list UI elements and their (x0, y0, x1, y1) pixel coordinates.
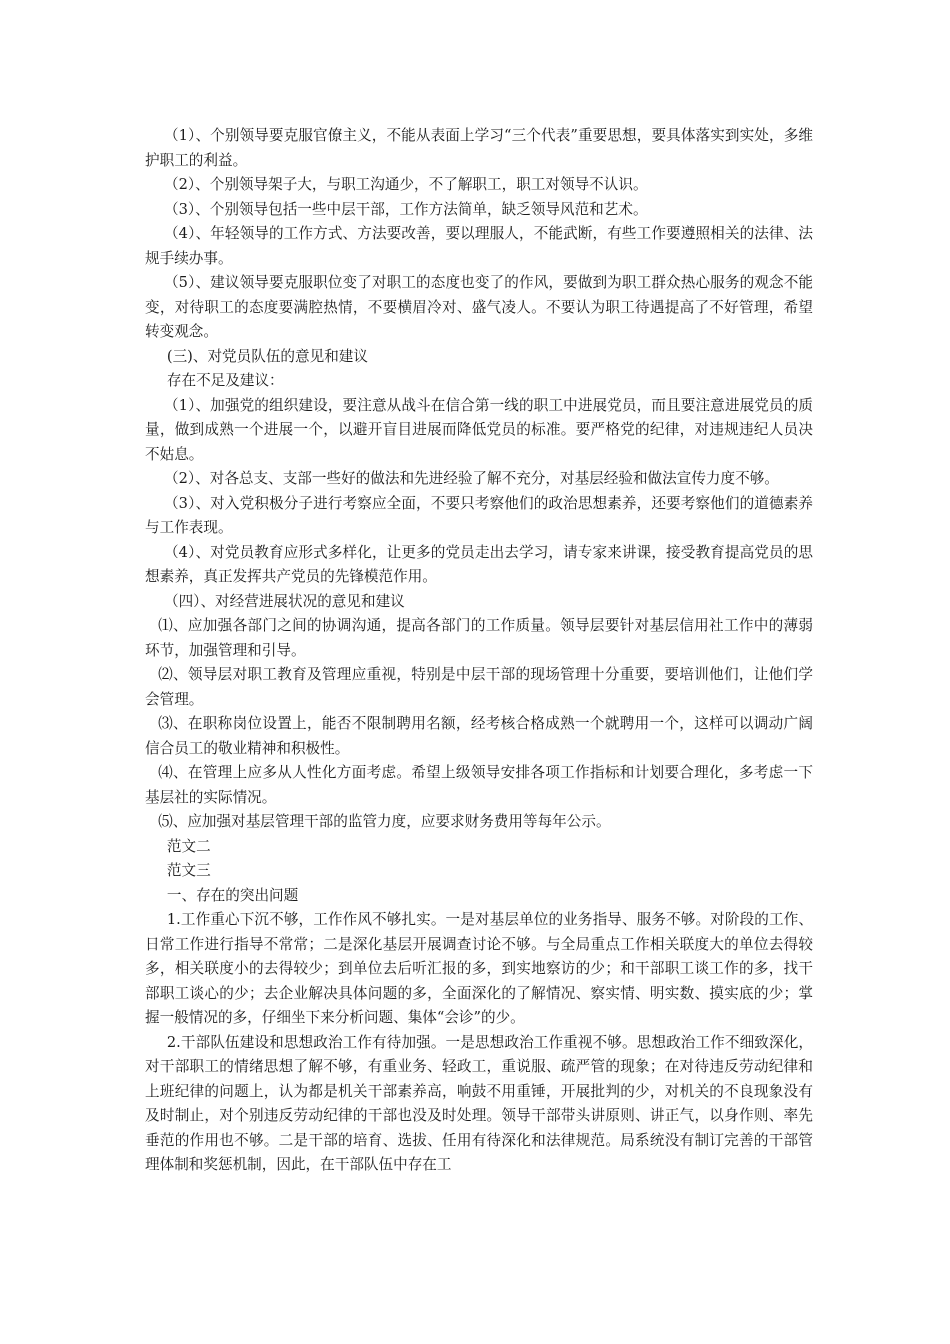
paragraph-7: （2）、对各总支、支部一些好的做法和先进经验了解不充分，对基层经验和做法宣传力度不够。 (163, 470, 779, 487)
paragraph-13: ⑷、在管理上应多从人性化方面考虑。希望上级领导安排各项工作指标和计划要合理化，多考虑一下基层社的实际情况。 (145, 764, 813, 806)
paragraph-1: （1）、个别领导要克服官僚主义，不能从表面上学习“三个代表”重要思想，要具体落实到实处，多维护职工的利益。 (145, 127, 813, 169)
paragraph-16: 2.干部队伍建设和思想政治工作有待加强。一是思想政治工作重视不够。思想政治工作不细致深化，对干部职工的情绪思想了解不够，有重业务、轻政工，重说服、疏严管的现象；在对待违反劳动纪律和上班纪律的问题上，认为都是机关干部素养高，响鼓不用重锤，开展批判的少，对机关的不良现象没有及时制止，对个别违反劳动纪律的干部也没及时处理。领导干部带头讲原则、讲正气，以身作则、率先垂范的作用也不够。二是干部的培育、选拔、任用有待深化和法律规范。局系统没有制订完善的干部管理体制和奖惩机制，因此，在干部队伍中存在工 (145, 1033, 813, 1173)
paragraph-3: （3）、个别领导包括一些中层干部，工作方法简单，缺乏领导风范和艺术。 (163, 200, 648, 218)
heading-sample-3: 范文三 (166, 862, 211, 879)
heading-problems: 一、存在的突出问题 (166, 886, 299, 904)
heading-sample-2: 范文二 (166, 837, 211, 855)
paragraph-2: （2）、个别领导架子大，与职工沟通少，不了解职工，职工对领导不认识。 (163, 176, 648, 193)
paragraph-6: （1）、加强党的组织建设，要注意从战斗在信合第一线的职工中进展党员，而且要注意进展党员的质量，做到成熟一个进展一个，以避开盲目进展而降低党员的标准。要严格党的纪律，对违规违纪人员决不姑息。 (145, 396, 813, 463)
paragraph-15: 1.工作重心下沉不够，工作作风不够扎实。一是对基层单位的业务指导、服务不够。对阶段的工作、日常工作进行指导不常常；二是深化基层开展调查讨论不够。与全局重点工作相关联度大的单位去得较多，相关联度小的去得较少；到单位去后听汇报的多，到实地察访的少；和干部职工谈工作的多，找干部职工谈心的少；去企业解决具体问题的多，全面深化的了解情况、察实情、明实数、摸实底的少；掌握一般情况的多，仔细坐下来分析问题、集体“会诊”的少。 (145, 911, 813, 1026)
subheading-shortcomings: 存在不足及建议： (166, 372, 284, 389)
paragraph-14: ⑸、应加强对基层管理干部的监管力度，应要求财务费用等每年公示。 (158, 813, 611, 830)
paragraph-8: （3）、对入党积极分子进行考察应全面，不要只考察他们的政治思想素养，还要考察他们的道德素养与工作表现。 (145, 494, 813, 536)
document-body (145, 124, 813, 1178)
section-heading-party: (三)、对党员队伍的意见和建议 (166, 347, 368, 365)
paragraph-11: ⑵、领导层对职工教育及管理应重视，特别是中层干部的现场管理十分重要，要培训他们，让他们学会管理。 (145, 666, 813, 708)
paragraph-10: ⑴、应加强各部门之间的协调沟通，提高各部门的工作质量。领导层要针对基层信用社工作中的薄弱环节，加强管理和引导。 (145, 617, 813, 659)
paragraph-12: ⑶、在职称岗位设置上，能否不限制聘用名额，经考核合格成熟一个就聘用一个，这样可以调动广阔信合员工的敬业精神和积极性。 (145, 715, 813, 757)
section-heading-operations: （四）、对经营进展状况的意见和建议 (163, 592, 405, 610)
paragraph-9: （4）、对党员教育应形式多样化，让更多的党员走出去学习，请专家来讲课，接受教育提高党员的思想素养，真正发挥共产党员的先锋模范作用。 (145, 543, 813, 585)
paragraph-4: （4）、年轻领导的工作方式、方法要改善，要以理服人，不能武断，有些工作要遵照相关的法律、法规手续办事。 (145, 225, 813, 267)
paragraph-5: （5）、建议领导要克服职位变了对职工的态度也变了的作风，要做到为职工群众热心服务的观念不能变，对待职工的态度要满腔热情，不要横眉冷对、盛气凌人。不要认为职工待遇提高了不好管理，希望转变观念。 (145, 274, 813, 340)
